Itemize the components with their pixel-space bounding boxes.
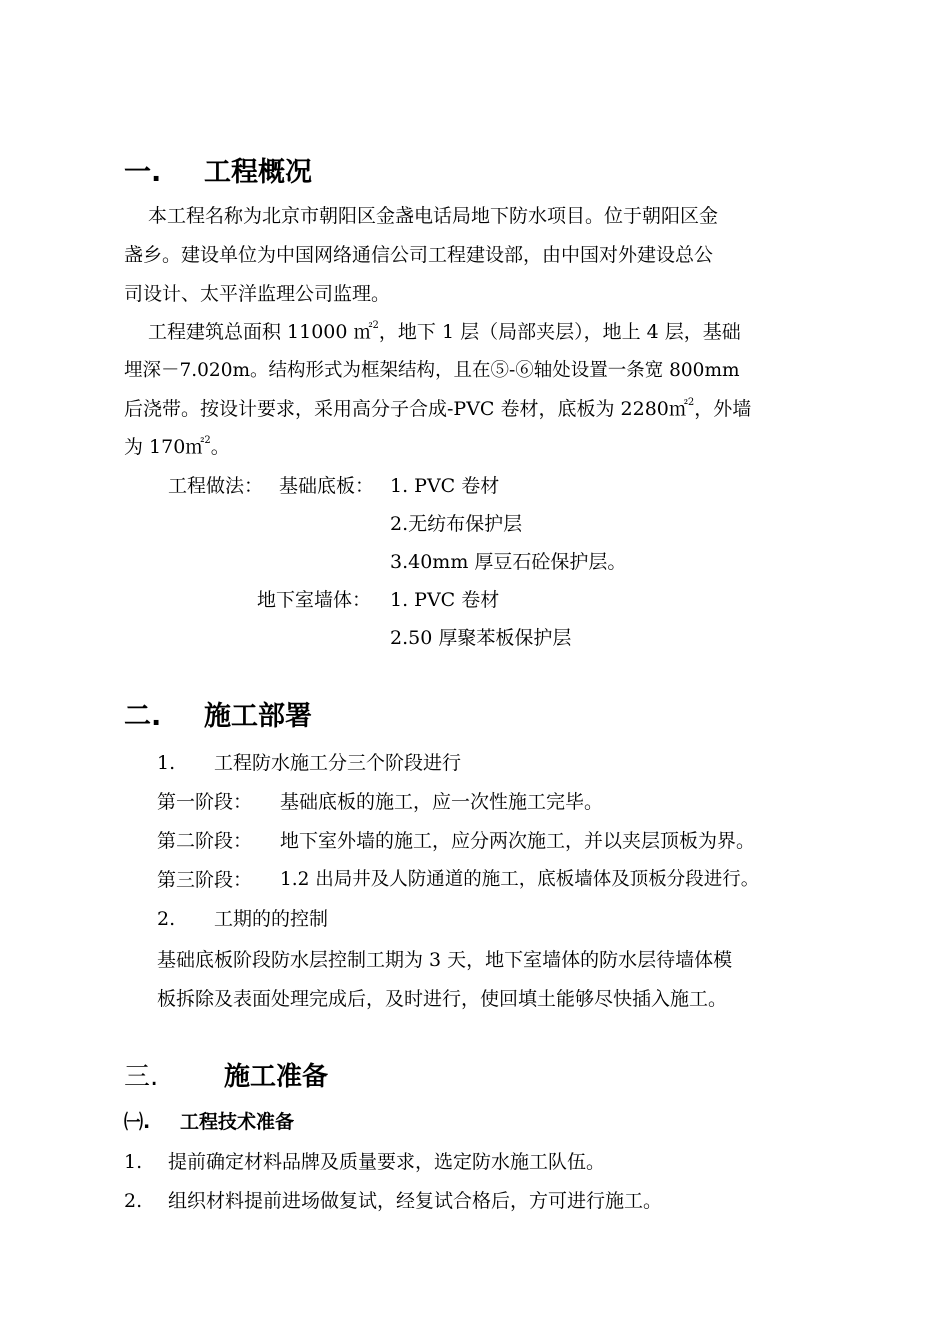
phase3-text: 1.2 出局井及人防通道的施工，底板墙体及顶板分段进行。: [280, 869, 760, 890]
section3-sub-heading: [124, 1110, 294, 1134]
section2-title: 施工部署: [204, 701, 312, 732]
section1-p1-line1: 本工程名称为北京市朝阳区金盏电话局地下防水项目。位于朝阳区金: [148, 205, 719, 227]
superscript: 2: [687, 397, 695, 408]
section2-item2-text: 工期的的控制: [214, 908, 329, 930]
method-label: 工程做法：: [168, 475, 264, 497]
phase1-label: 第一阶段：: [157, 791, 253, 813]
superscript: 2: [372, 320, 379, 331]
section3-sub-number: ㈠.: [124, 1111, 151, 1133]
section2-p-line2: 板拆除及表面处理完成后，及时进行，使回填土能够尽快插入施工。: [157, 988, 728, 1010]
section2-number: 二.: [124, 701, 162, 732]
section3-heading: [124, 1060, 328, 1094]
section1-p2-line2: 埋深－7.020m。结构形式为框架结构，且在⑤-⑥轴处设置一条宽 800mm: [124, 360, 740, 381]
phase2-text: 地下室外墙的施工，应分两次施工，并以夹层顶板为界。: [280, 830, 756, 852]
section2-item1-text: 工程防水施工分三个阶段进行: [214, 752, 462, 774]
section2-item1-number: 1.: [157, 752, 176, 774]
wall-label: ，外墙: [694, 398, 752, 420]
section1-p2-line3: [124, 397, 751, 421]
area-floors: ，地下 1 层（局部夹层），地上 4 层，基础: [378, 321, 741, 343]
section1-number: 一.: [124, 157, 162, 188]
base-item-3: 3.40mm 厚豆石砼保护层。: [390, 551, 627, 573]
section3-item2-number: 2.: [124, 1190, 143, 1212]
section3-sub-title: 工程技术准备: [180, 1111, 295, 1133]
phase2-label: 第二阶段：: [157, 830, 253, 852]
superscript: 2: [204, 435, 211, 446]
section2-heading: [124, 700, 312, 734]
section3-title: 施工准备: [224, 1062, 329, 1092]
section1-p2-line1: [148, 320, 741, 344]
base-item-2: 2.无纺布保护层: [390, 513, 523, 535]
floor-area: 后浇带。按设计要求，采用高分子合成-PVC 卷材，底板为 2280㎡: [124, 398, 688, 420]
section1-p1-line2: 盏乡。建设单位为中国网络通信公司工程建设部，由中国对外建设总公: [124, 244, 714, 266]
wall-label: 地下室墙体：: [257, 589, 372, 611]
base-item-1: 1. PVC 卷材: [390, 475, 500, 497]
phase3-label: 第三阶段：: [157, 869, 253, 891]
wall-area: 为 170㎡: [124, 436, 205, 458]
section2-p-line1: 基础底板阶段防水层控制工期为 3 天，地下室墙体的防水层待墙体模: [157, 949, 733, 971]
period: 。: [210, 436, 230, 458]
area-total: 工程建筑总面积 11000 ㎡: [148, 321, 373, 343]
section3-item1-number: 1.: [124, 1151, 143, 1173]
wall-item-2: 2.50 厚聚苯板保护层: [390, 627, 572, 649]
section1-heading: [124, 156, 312, 190]
section1-p1-line3: 司设计、太平洋监理公司监理。: [124, 283, 391, 305]
phase1-text: 基础底板的施工，应一次性施工完毕。: [280, 791, 604, 813]
section1-title: 工程概况: [204, 157, 312, 188]
base-label: 基础底板：: [279, 475, 375, 497]
section3-number: 三.: [124, 1062, 159, 1092]
section2-item2-number: 2.: [157, 908, 176, 930]
wall-item-1: 1. PVC 卷材: [390, 589, 500, 611]
section3-item1-text: 提前确定材料品牌及质量要求，选定防水施工队伍。: [168, 1151, 606, 1173]
section1-p2-line4: [124, 435, 230, 459]
section3-item2-text: 组织材料提前进场做复试，经复试合格后，方可进行施工。: [168, 1190, 663, 1212]
